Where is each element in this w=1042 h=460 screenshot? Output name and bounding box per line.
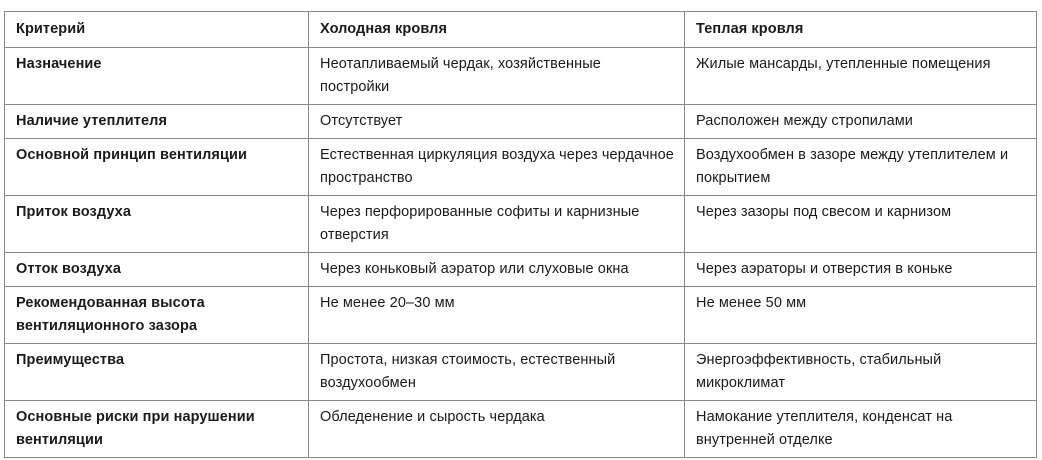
row-cold-roof-value: Неотапливаемый чердак, хозяйственные постройки: [309, 48, 685, 105]
row-warm-roof-value: Жилые мансарды, утепленные помещения: [685, 48, 1037, 105]
row-warm-roof-value: Воздухообмен в зазоре между утеплителем и покрытием: [685, 139, 1037, 196]
row-criterion: Приток воздуха: [5, 196, 309, 253]
row-criterion: Наличие утеплителя: [5, 105, 309, 139]
row-warm-roof-value: Расположен между стропилами: [685, 105, 1037, 139]
row-cold-roof-value: Не менее 20–30 мм: [309, 287, 685, 344]
table-row: [5, 105, 1037, 139]
row-cold-roof-value: Через перфорированные софиты и карнизные отверстия: [309, 196, 685, 253]
row-warm-roof-value: Не менее 50 мм: [685, 287, 1037, 344]
row-cold-roof-value: Обледенение и сырость чердака: [309, 401, 685, 458]
header-warm-roof: Теплая кровля: [685, 12, 1037, 48]
row-warm-roof-value: Энергоэффективность, стабильный микроклимат: [685, 344, 1037, 401]
table-row: [5, 401, 1037, 458]
table-row: [5, 253, 1037, 287]
row-criterion: Отток воздуха: [5, 253, 309, 287]
row-criterion: Основной принцип вентиляции: [5, 139, 309, 196]
row-warm-roof-value: Намокание утеплителя, конденсат на внутренней отделке: [685, 401, 1037, 458]
table-header-row: [5, 12, 1037, 48]
table-row: [5, 344, 1037, 401]
row-criterion: Преимущества: [5, 344, 309, 401]
header-cold-roof: Холодная кровля: [309, 12, 685, 48]
row-warm-roof-value: Через аэраторы и отверстия в коньке: [685, 253, 1037, 287]
row-criterion: Назначение: [5, 48, 309, 105]
table-row: [5, 139, 1037, 196]
row-cold-roof-value: Отсутствует: [309, 105, 685, 139]
comparison-table-container: [4, 11, 1036, 458]
table-row: [5, 196, 1037, 253]
row-cold-roof-value: Через коньковый аэратор или слуховые окна: [309, 253, 685, 287]
row-cold-roof-value: Простота, низкая стоимость, естественный воздухообмен: [309, 344, 685, 401]
table-row: [5, 287, 1037, 344]
table-row: [5, 48, 1037, 105]
row-criterion: Рекомендованная высота вентиляционного зазора: [5, 287, 309, 344]
row-cold-roof-value: Естественная циркуляция воздуха через чердачное пространство: [309, 139, 685, 196]
row-warm-roof-value: Через зазоры под свесом и карнизом: [685, 196, 1037, 253]
header-criterion: Критерий: [5, 12, 309, 48]
row-criterion: Основные риски при нарушении вентиляции: [5, 401, 309, 458]
comparison-table: [4, 11, 1037, 458]
